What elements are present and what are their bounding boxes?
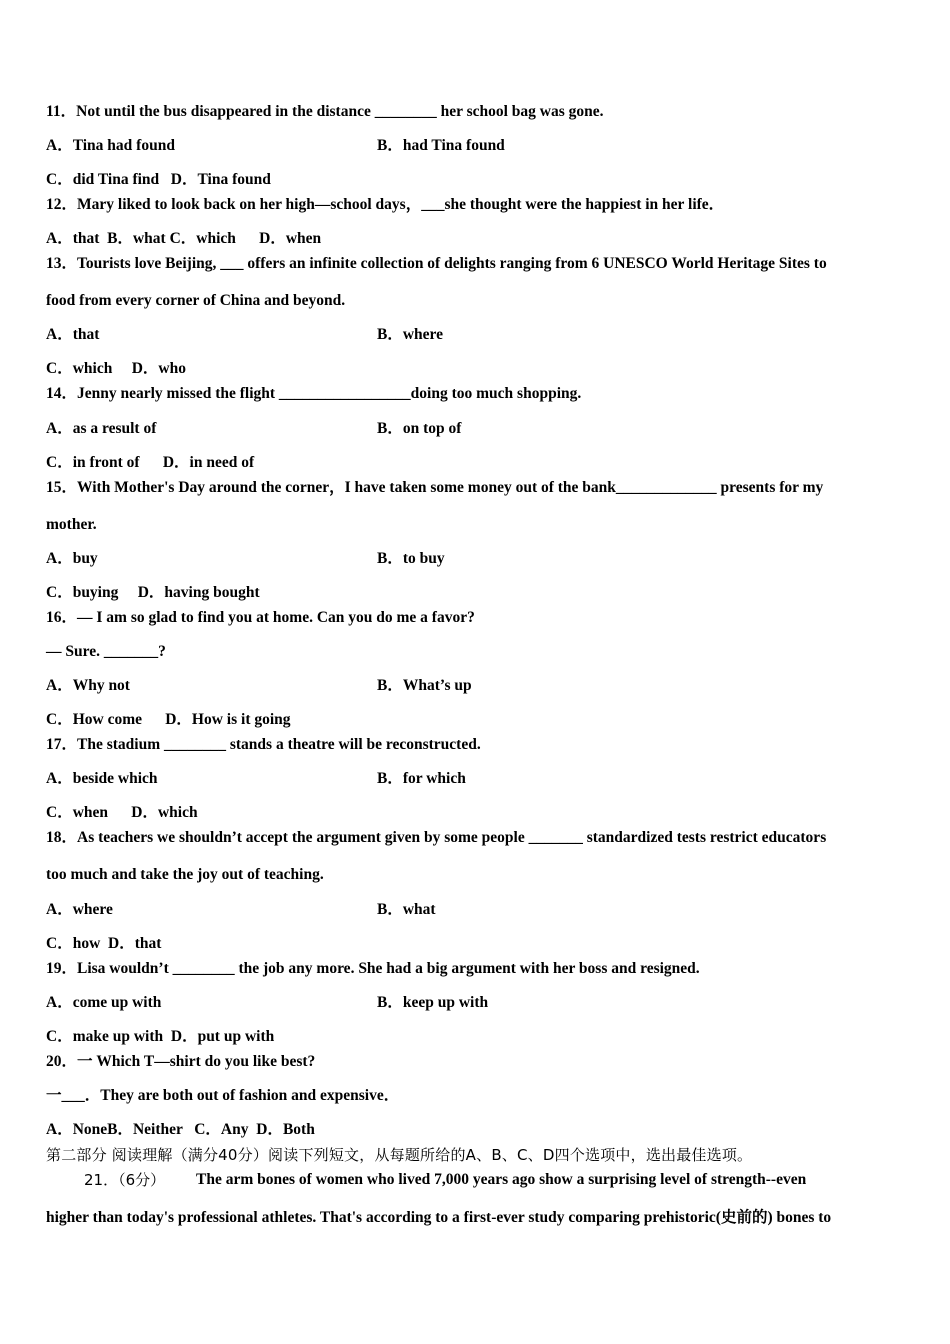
question-14-option-cd: C．in front of D．in need of: [46, 454, 255, 471]
question-20-stem-line2: 一___．They are both out of fashion and expensive．: [46, 1087, 400, 1104]
question-18-stem-line1: 18．As teachers we shouldn’t accept the argument given by some people _______ standardized tests restrict educators: [46, 829, 827, 846]
question-15-stem-line2: mother.: [46, 516, 97, 533]
question-20-options: A．NoneB．Neither C．Any D．Both: [46, 1121, 315, 1138]
question-16-option-b: B．What’s up: [377, 677, 472, 694]
question-16-stem-line1: 16．— I am so glad to find you at home. Can you do me a favor?: [46, 609, 475, 626]
question-12-stem: 12．Mary liked to look back on her high—school days，___she thought were the happiest in her life．: [46, 196, 725, 213]
question-15-option-b: B．to buy: [377, 550, 445, 567]
question-19-option-cd: C．make up with D．put up with: [46, 1028, 275, 1045]
question-12-options: A．that B．what C．which D．when: [46, 230, 322, 247]
question-21-text-line1: The arm bones of women who lived 7,000 years ago show a surprising level of strength--even: [196, 1171, 807, 1188]
question-17-option-a: A．beside which: [46, 770, 158, 787]
question-15-option-a: A．buy: [46, 550, 98, 567]
question-17-option-b: B．for which: [377, 770, 466, 787]
question-11-option-cd: C．did Tina find D．Tina found: [46, 171, 271, 188]
question-11-stem: 11．Not until the bus disappeared in the distance ________ her school bag was gone.: [46, 103, 604, 120]
question-13-option-b: B．where: [377, 326, 444, 343]
question-18-option-b: B．what: [377, 901, 436, 918]
question-17-option-cd: C．when D．which: [46, 804, 198, 821]
question-19-option-b: B．keep up with: [377, 994, 489, 1011]
question-13-stem-line1: 13．Tourists love Beijing, ___ offers an infinite collection of delights ranging from 6 UNESCO World Heritage Sites to: [46, 255, 827, 272]
question-16-option-a: A．Why not: [46, 677, 130, 694]
question-16-stem-line2: — Sure. _______?: [46, 643, 166, 660]
question-15-stem-line1: 15．With Mother's Day around the corner，I have taken some money out of the bank_____________ presents for my: [46, 479, 824, 496]
question-14-stem: 14．Jenny nearly missed the flight _________________doing too much shopping.: [46, 385, 582, 402]
question-14-option-a: A．as a result of: [46, 420, 157, 437]
question-18-option-cd: C．how D．that: [46, 935, 162, 952]
question-21-text-line2: higher than today's professional athletes. That's according to a first-ever study comparing prehistoric(史前的) bones to: [46, 1209, 832, 1226]
question-19-option-a: A．come up with: [46, 994, 162, 1011]
question-16-option-cd: C．How come D．How is it going: [46, 711, 291, 728]
question-11-option-a: A．Tina had found: [46, 137, 175, 154]
question-15-option-cd: C．buying D．having bought: [46, 584, 260, 601]
question-13-option-cd: C．which D．who: [46, 360, 186, 377]
question-13-stem-line2: food from every corner of China and beyond.: [46, 292, 346, 309]
question-17-stem: 17．The stadium ________ stands a theatre will be reconstructed.: [46, 736, 481, 753]
question-21-number: 21．（6分）: [84, 1171, 166, 1189]
question-18-stem-line2: too much and take the joy out of teaching.: [46, 866, 324, 883]
question-13-option-a: A．that: [46, 326, 100, 343]
question-18-option-a: A．where: [46, 901, 113, 918]
question-14-option-b: B．on top of: [377, 420, 462, 437]
question-19-stem: 19．Lisa wouldn’t ________ the job any more. She had a big argument with her boss and resigned.: [46, 960, 700, 977]
section-2-heading: 第二部分 阅读理解（满分40分）阅读下列短文，从每题所给的A、B、C、D四个选项中，选出最佳选项。: [46, 1146, 753, 1164]
question-20-stem-line1: 20．一 Which T—shirt do you like best?: [46, 1053, 316, 1070]
question-11-option-b: B．had Tina found: [377, 137, 505, 154]
